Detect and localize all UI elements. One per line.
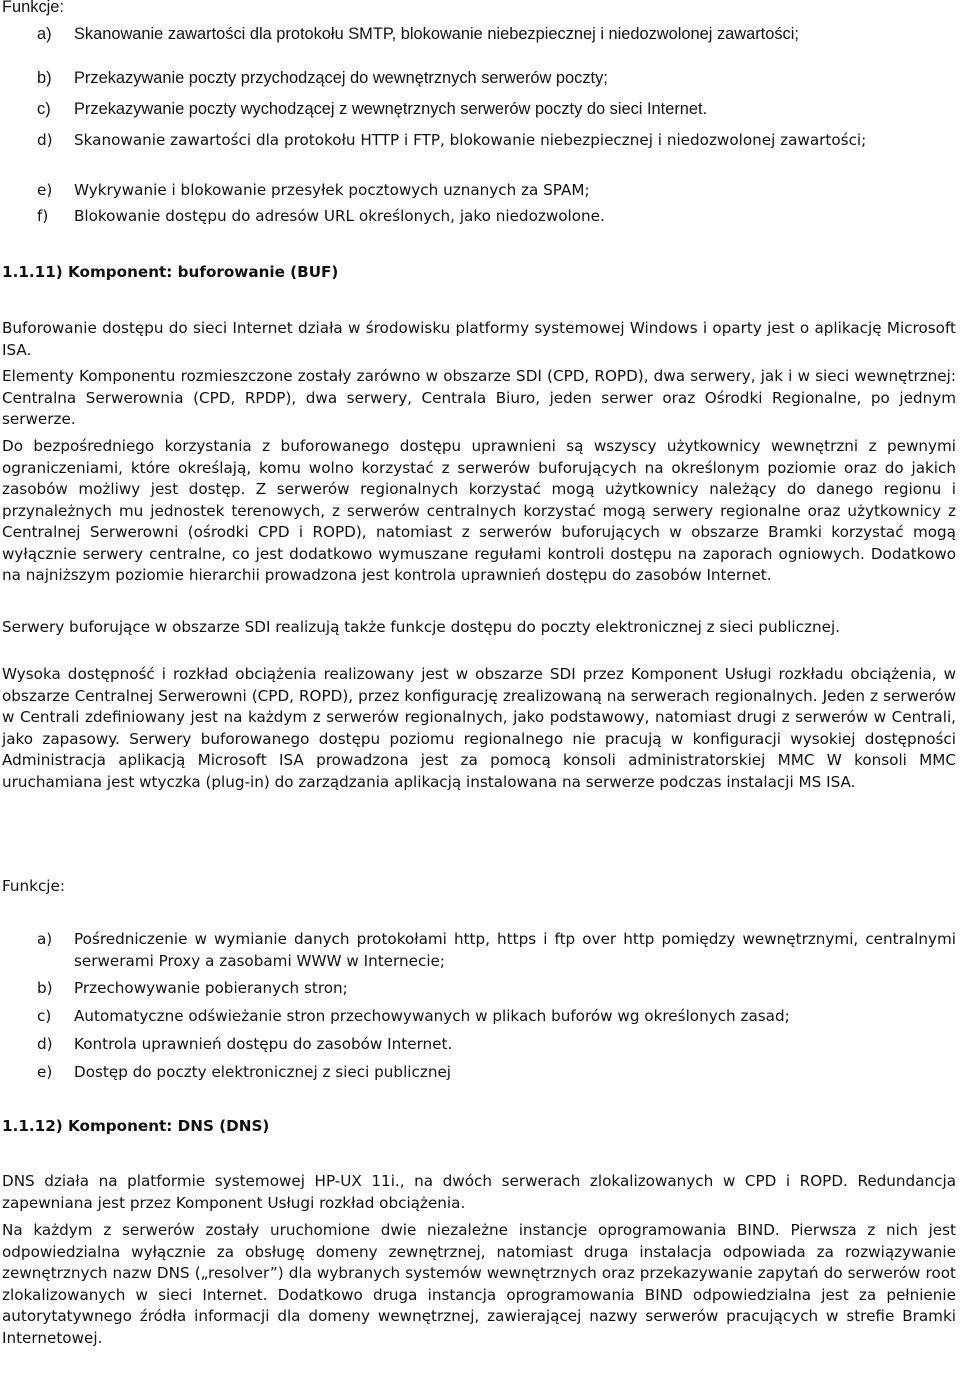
- paragraph: Wysoka dostępność i rozkład obciążenia realizowany jest w obszarze SDI przez Komponent Usługi rozkładu obciążenia, w obszarze Centralnej Serwerowni (CPD, ROPD), przez konfigurację zrealizowaną na serwerach regionalnych. Jeden z serwerów w Centrali zdefiniowany jest na każdym z serwerów regionalnych, jako podstawowy, natomiast drugi z serwerów w Centrali, jako zapasowy. Serwery buforowanego dostępu poziomu regionalnego nie pracują w konfiguracji wysokiej dostępności Administracja aplikacją Microsoft ISA prowadzona jest za pomocą konsoli administratorskiej MMC W konsoli MMC uruchamiana jest wtyczka (plug-in) do zarządzania aplikacją instalowana na serwerze podczas instalacji MS ISA.: [2, 665, 956, 791]
- list-item-text: Pośredniczenie w wymianie danych protokołami http, https i ftp over http pomiędzy wewnętrznymi, centralnymi serwerami Proxy a zasobami WWW w Internecie;: [74, 930, 956, 970]
- list-item: [2, 978, 956, 1000]
- list-item-text: Przekazywanie poczty przychodzącej do wewnętrznych serwerów poczty;: [74, 69, 608, 87]
- section-heading: 1.1.11) Komponent: buforowanie (BUF): [2, 263, 339, 281]
- list-item: [2, 24, 956, 46]
- list-item: [2, 206, 956, 228]
- functions-label: Funkcje:: [2, 0, 64, 16]
- list-item: [2, 68, 956, 90]
- paragraph: Serwery buforujące w obszarze SDI realizują także funkcje dostępu do poczty elektronicznej z sieci publicznej.: [2, 618, 840, 636]
- list-item: [2, 180, 956, 202]
- list-marker: c): [37, 100, 51, 118]
- list-item: [2, 1034, 956, 1056]
- list-item-text: Przechowywanie pobieranych stron;: [74, 979, 348, 997]
- list-item-text: Skanowanie zawartości dla protokołu SMTP, blokowanie niebezpiecznej i niedozwolonej zawartości;: [74, 25, 799, 43]
- list-marker: e): [37, 1063, 53, 1081]
- list-item-text: Automatyczne odświeżanie stron przechowywanych w plikach buforów wg określonych zasad;: [74, 1007, 790, 1025]
- list-marker: b): [37, 69, 52, 87]
- paragraph: Buforowanie dostępu do sieci Internet działa w środowisku platformy systemowej Windows i oparty jest o aplikację Microsoft ISA.: [2, 319, 956, 359]
- section-heading: 1.1.12) Komponent: DNS (DNS): [2, 1117, 270, 1135]
- list-item: [2, 929, 956, 972]
- list-marker: a): [37, 930, 53, 948]
- list-marker: a): [37, 25, 52, 43]
- list-marker: f): [37, 207, 49, 225]
- list-item-text: Wykrywanie i blokowanie przesyłek pocztowych uznanych za SPAM;: [74, 181, 590, 199]
- functions-label: Funkcje:: [2, 877, 65, 895]
- list-item-text: Skanowanie zawartości dla protokołu HTTP i FTP, blokowanie niebezpiecznej i niedozwolonej zawartości;: [74, 131, 867, 149]
- list-item: [2, 130, 956, 152]
- list-item-text: Dostęp do poczty elektronicznej z sieci publicznej: [74, 1063, 452, 1081]
- list-item-text: Kontrola uprawnień dostępu do zasobów Internet.: [74, 1035, 453, 1053]
- list-item: [2, 1006, 956, 1028]
- list-marker: c): [37, 1007, 52, 1025]
- paragraph: Na każdym z serwerów zostały uruchomione dwie niezależne instancje oprogramowania BIND. Pierwsza z nich jest odpowiedzialna wyłącznie za obsługę domeny zewnętrznej, natomiast druga instalacja odpowiada za rozwiązywanie zewnętrznych nazw DNS („resolver”) dla wybranych systemów wewnętrznych oraz przekazywanie zapytań do serwerów root zlokalizowanych w sieci Internet. Dodatkowo druga instancja oprogramowania BIND odpowiedzialna jest za pełnienie autorytatywnego źródła informacji dla domeny wewnętrznej, zawierającej nazwy serwerów pracujących w strefie Bramki Internetowej.: [2, 1221, 956, 1347]
- paragraph: DNS działa na platformie systemowej HP-UX 11i., na dwóch serwerach zlokalizowanych w CPD i ROPD. Redundancja zapewniana jest przez Komponent Usługi rozkład obciążenia.: [2, 1172, 956, 1212]
- paragraph: Elementy Komponentu rozmieszczone zostały zarówno w obszarze SDI (CPD, ROPD), dwa serwery, jak i w sieci wewnętrznej: Centralna Serwerownia (CPD, RPDP), dwa serwery, Centrala Biuro, jeden serwer oraz Ośrodki Regionalne, po jednym serwerze.: [2, 367, 956, 428]
- list-marker: d): [37, 1035, 53, 1053]
- paragraph: Do bezpośredniego korzystania z buforowanego dostępu uprawnieni są wszyscy użytkownicy wewnętrzni z pewnymi ograniczeniami, które określają, komu wolno korzystać z serwerów buforujących na określonym poziomie oraz do jakich zasobów możliwy jest dostęp. Z serwerów regionalnych korzystać mogą użytkownicy należący do danego regionu i przynależnych mu jednostek terenowych, z serwerów centralnych korzystać mogą serwery regionalne oraz użytkownicy z Centralnej Serwerowni (ośrodki CPD i ROPD), natomiast z serwerów buforujących w obszarze Bramki korzystać mogą wyłącznie serwery centralne, co jest dodatkowo wymuszane regułami kontroli dostępu na zaporach ogniowych. Dodatkowo na najniższym poziomie hierarchii prowadzona jest kontrola uprawnień dostępu do zasobów Internet.: [2, 437, 956, 584]
- list-marker: d): [37, 131, 53, 149]
- list-item: [2, 99, 956, 121]
- list-marker: e): [37, 181, 53, 199]
- list-item-text: Przekazywanie poczty wychodzącej z wewnętrznych serwerów poczty do sieci Internet.: [74, 100, 708, 118]
- list-item: [2, 1062, 956, 1084]
- list-marker: b): [37, 979, 53, 997]
- list-item-text: Blokowanie dostępu do adresów URL określonych, jako niedozwolone.: [74, 207, 605, 225]
